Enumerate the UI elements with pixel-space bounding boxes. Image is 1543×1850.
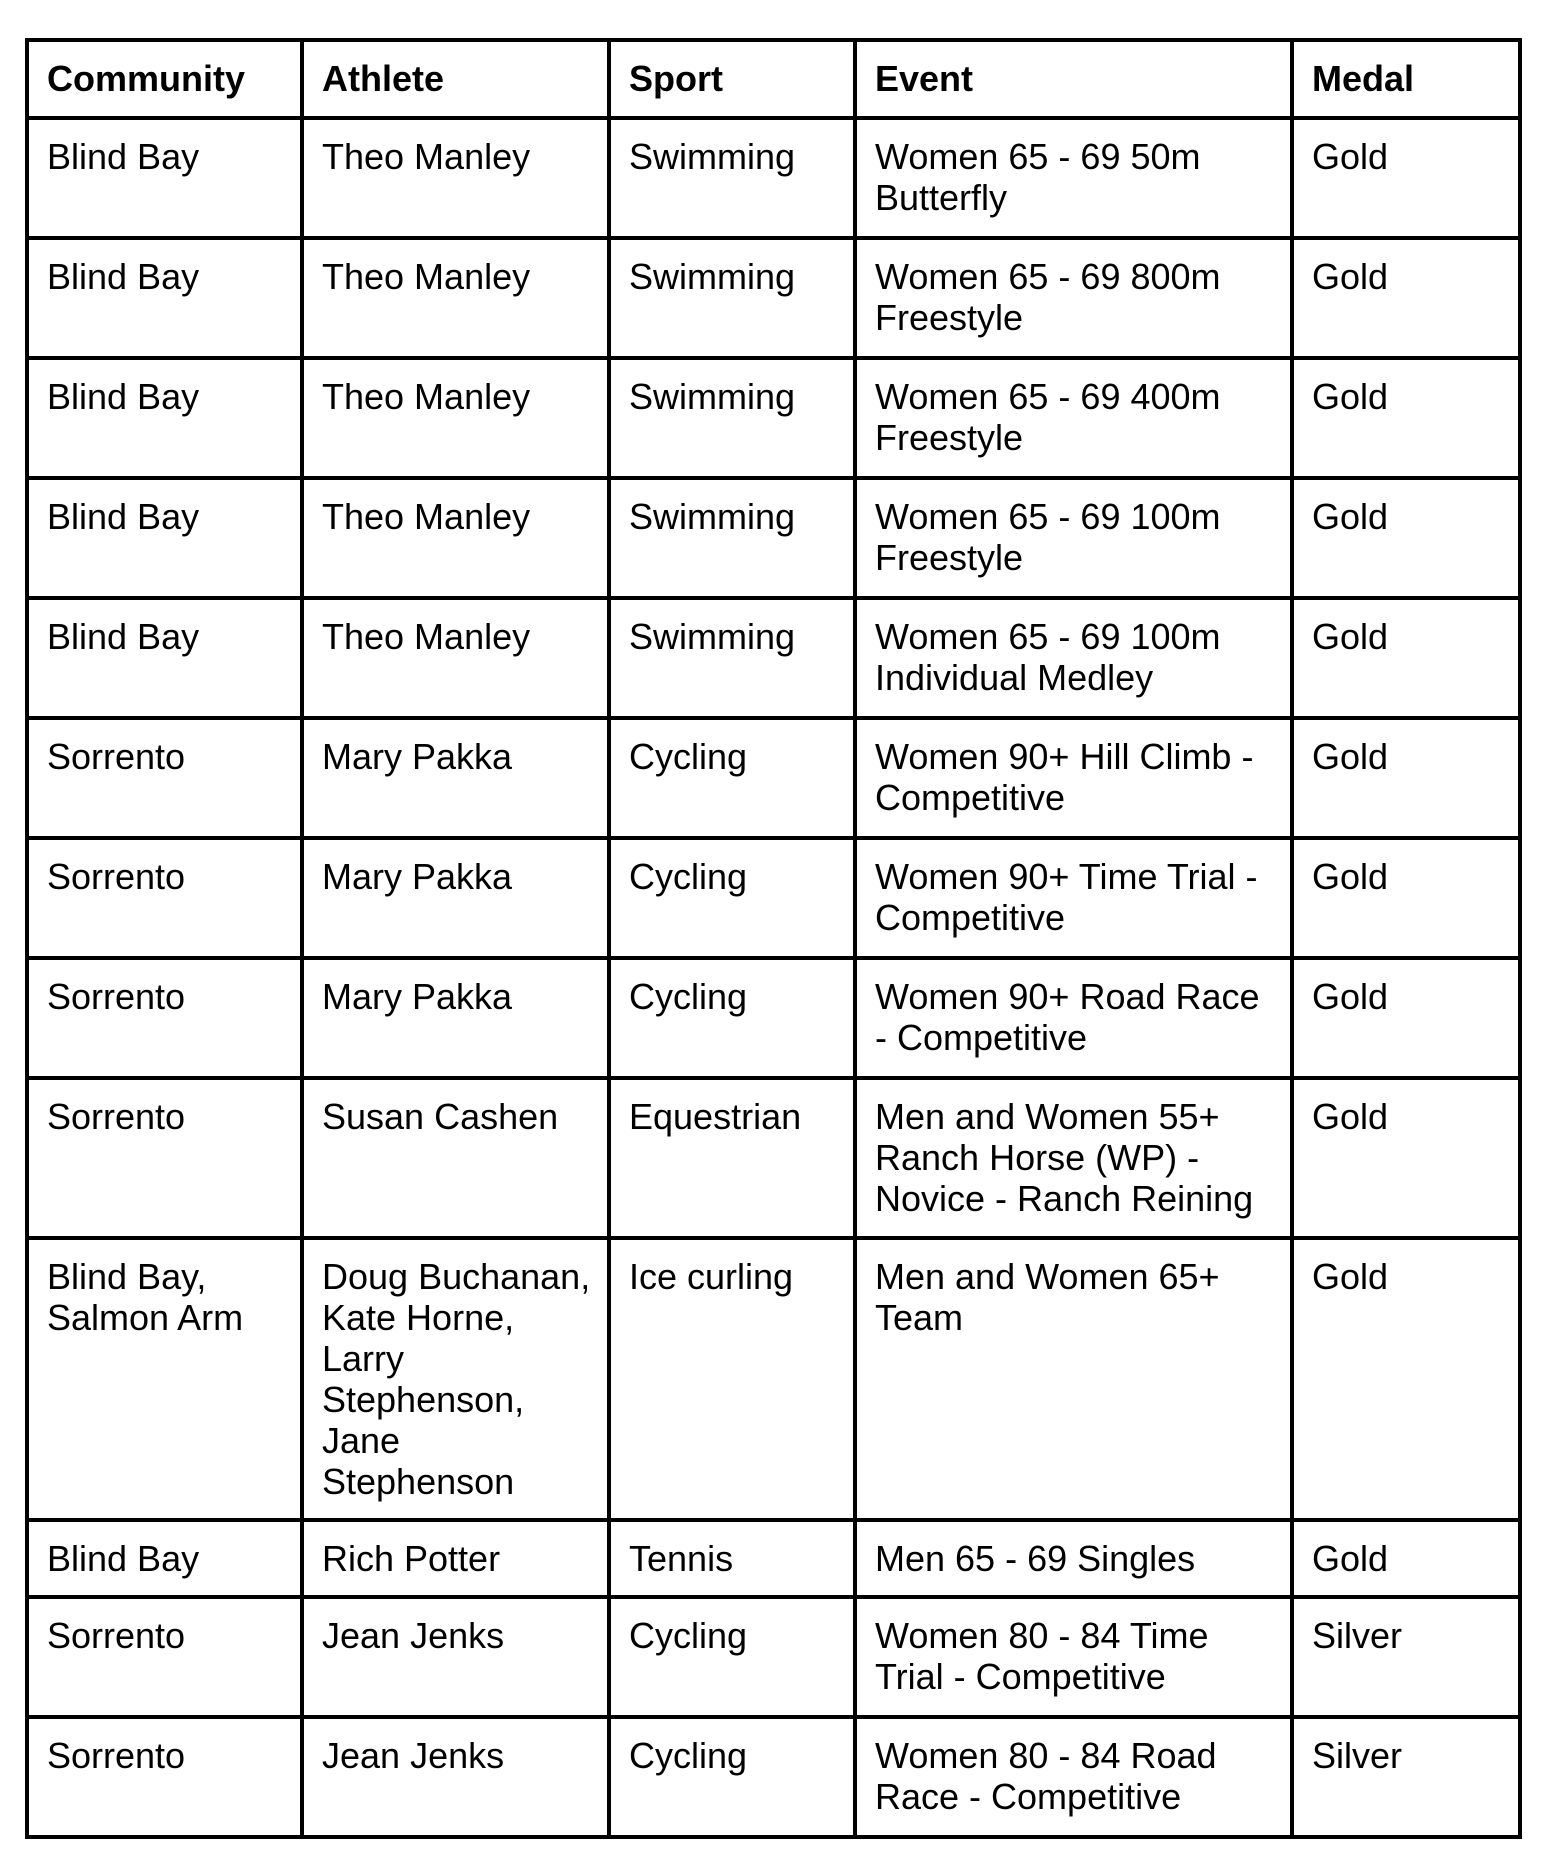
cell-medal: Gold	[1292, 1520, 1520, 1597]
cell-sport: Cycling	[609, 958, 855, 1078]
cell-sport: Cycling	[609, 1717, 855, 1837]
cell-medal: Gold	[1292, 358, 1520, 478]
cell-athlete: Doug Buchanan, Kate Horne, Larry Stephenson, Jane Stephenson	[302, 1238, 609, 1520]
cell-event: Women 65 - 69 400m Freestyle	[855, 358, 1292, 478]
cell-medal: Gold	[1292, 718, 1520, 838]
table-header-row	[27, 40, 1520, 118]
cell-sport: Equestrian	[609, 1078, 855, 1238]
cell-community: Blind Bay	[27, 478, 302, 598]
cell-event: Women 65 - 69 100m Individual Medley	[855, 598, 1292, 718]
table-row	[27, 838, 1520, 958]
cell-event: Men and Women 65+ Team	[855, 1238, 1292, 1520]
cell-sport: Swimming	[609, 598, 855, 718]
cell-medal: Gold	[1292, 598, 1520, 718]
table-row	[27, 1717, 1520, 1837]
cell-event: Women 90+ Time Trial - Competitive	[855, 838, 1292, 958]
cell-sport: Swimming	[609, 478, 855, 598]
cell-event: Women 90+ Hill Climb - Competitive	[855, 718, 1292, 838]
column-header-medal: Medal	[1292, 40, 1520, 118]
cell-sport: Swimming	[609, 358, 855, 478]
cell-sport: Cycling	[609, 718, 855, 838]
cell-event: Women 90+ Road Race - Competitive	[855, 958, 1292, 1078]
table-row	[27, 238, 1520, 358]
cell-event: Women 80 - 84 Road Race - Competitive	[855, 1717, 1292, 1837]
cell-athlete: Mary Pakka	[302, 718, 609, 838]
table-row	[27, 118, 1520, 238]
cell-medal: Gold	[1292, 1238, 1520, 1520]
cell-sport: Tennis	[609, 1520, 855, 1597]
table-row	[27, 1238, 1520, 1520]
cell-community: Sorrento	[27, 1078, 302, 1238]
cell-community: Sorrento	[27, 838, 302, 958]
table-row	[27, 478, 1520, 598]
cell-community: Blind Bay, Salmon Arm	[27, 1238, 302, 1520]
cell-medal: Gold	[1292, 238, 1520, 358]
cell-community: Blind Bay	[27, 118, 302, 238]
cell-medal: Gold	[1292, 958, 1520, 1078]
cell-athlete: Mary Pakka	[302, 958, 609, 1078]
cell-athlete: Theo Manley	[302, 118, 609, 238]
cell-sport: Swimming	[609, 238, 855, 358]
column-header-athlete: Athlete	[302, 40, 609, 118]
column-header-community: Community	[27, 40, 302, 118]
cell-medal: Silver	[1292, 1597, 1520, 1717]
cell-medal: Gold	[1292, 838, 1520, 958]
table-row	[27, 598, 1520, 718]
cell-event: Women 65 - 69 50m Butterfly	[855, 118, 1292, 238]
table-row	[27, 1078, 1520, 1238]
cell-athlete: Theo Manley	[302, 238, 609, 358]
table-row	[27, 1520, 1520, 1597]
cell-event: Men 65 - 69 Singles	[855, 1520, 1292, 1597]
cell-event: Women 65 - 69 100m Freestyle	[855, 478, 1292, 598]
cell-community: Blind Bay	[27, 358, 302, 478]
table-row	[27, 718, 1520, 838]
cell-sport: Cycling	[609, 1597, 855, 1717]
cell-medal: Gold	[1292, 118, 1520, 238]
medal-results-table	[25, 38, 1522, 1839]
cell-sport: Ice curling	[609, 1238, 855, 1520]
cell-event: Women 80 - 84 Time Trial - Competitive	[855, 1597, 1292, 1717]
cell-athlete: Jean Jenks	[302, 1717, 609, 1837]
cell-event: Women 65 - 69 800m Freestyle	[855, 238, 1292, 358]
column-header-sport: Sport	[609, 40, 855, 118]
cell-athlete: Mary Pakka	[302, 838, 609, 958]
column-header-event: Event	[855, 40, 1292, 118]
cell-athlete: Theo Manley	[302, 358, 609, 478]
cell-community: Blind Bay	[27, 1520, 302, 1597]
cell-community: Blind Bay	[27, 598, 302, 718]
cell-community: Sorrento	[27, 718, 302, 838]
cell-community: Sorrento	[27, 1717, 302, 1837]
table-row	[27, 358, 1520, 478]
cell-athlete: Theo Manley	[302, 478, 609, 598]
cell-event: Men and Women 55+ Ranch Horse (WP) - Novice - Ranch Reining	[855, 1078, 1292, 1238]
cell-athlete: Rich Potter	[302, 1520, 609, 1597]
table-row	[27, 1597, 1520, 1717]
cell-community: Blind Bay	[27, 238, 302, 358]
cell-athlete: Susan Cashen	[302, 1078, 609, 1238]
cell-athlete: Jean Jenks	[302, 1597, 609, 1717]
cell-medal: Gold	[1292, 1078, 1520, 1238]
table-row	[27, 958, 1520, 1078]
cell-athlete: Theo Manley	[302, 598, 609, 718]
cell-community: Sorrento	[27, 1597, 302, 1717]
cell-sport: Swimming	[609, 118, 855, 238]
cell-medal: Gold	[1292, 478, 1520, 598]
cell-sport: Cycling	[609, 838, 855, 958]
cell-community: Sorrento	[27, 958, 302, 1078]
cell-medal: Silver	[1292, 1717, 1520, 1837]
